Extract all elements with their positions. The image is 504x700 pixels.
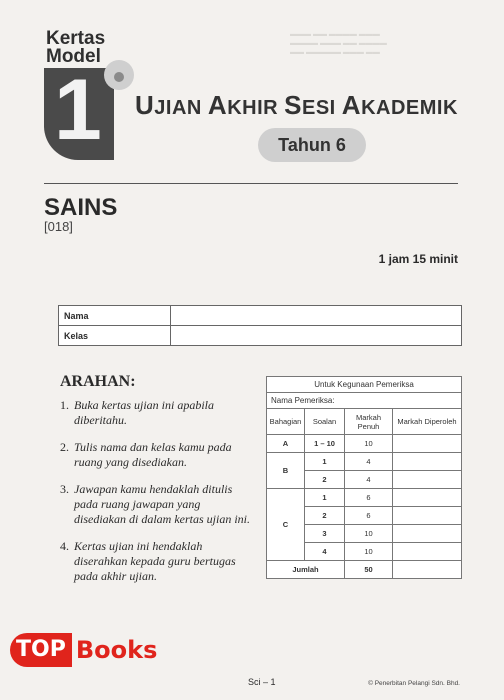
kertas-model-label: Kertas Model bbox=[46, 28, 106, 67]
question-cell: 3 bbox=[305, 525, 345, 543]
obtained-mark-cell[interactable] bbox=[393, 435, 462, 453]
paper-number-badge: 1 bbox=[44, 68, 114, 160]
subject-name: SAINS bbox=[44, 194, 118, 221]
column-header: Markah Diperoleh bbox=[393, 409, 462, 435]
total-label: Jumlah bbox=[267, 561, 345, 579]
question-cell: 4 bbox=[305, 543, 345, 561]
instruction-item: 1. Buka kertas ujian ini apabila diberitahu. bbox=[60, 398, 214, 427]
name-field[interactable] bbox=[171, 306, 462, 326]
obtained-mark-cell[interactable] bbox=[393, 543, 462, 561]
full-mark-cell: 4 bbox=[345, 453, 393, 471]
class-field[interactable] bbox=[171, 326, 462, 346]
table-row bbox=[267, 435, 462, 453]
column-header: Markah Penuh bbox=[345, 409, 393, 435]
student-field-label: Nama bbox=[59, 306, 171, 326]
table-row bbox=[267, 453, 462, 471]
full-mark-cell: 4 bbox=[345, 471, 393, 489]
total-value: 50 bbox=[345, 561, 393, 579]
exam-duration: 1 jam 15 minit bbox=[378, 252, 458, 266]
examiner-name-label: Nama Pemeriksa: bbox=[267, 393, 462, 409]
instruction-item: 2. Tulis nama dan kelas kamu pada ruang yang disediakan. bbox=[60, 440, 232, 469]
question-cell: 1 bbox=[305, 453, 345, 471]
question-cell: 1 – 10 bbox=[305, 435, 345, 453]
obtained-mark-cell[interactable] bbox=[393, 471, 462, 489]
question-cell: 1 bbox=[305, 489, 345, 507]
examiner-table-title: Untuk Kegunaan Pemeriksa bbox=[267, 377, 462, 393]
table-row bbox=[267, 489, 462, 507]
total-obtained-cell[interactable] bbox=[393, 561, 462, 579]
student-field-row bbox=[59, 326, 462, 346]
full-mark-cell: 10 bbox=[345, 543, 393, 561]
full-mark-cell: 10 bbox=[345, 525, 393, 543]
obtained-mark-cell[interactable] bbox=[393, 507, 462, 525]
full-mark-cell: 6 bbox=[345, 489, 393, 507]
question-cell: 2 bbox=[305, 507, 345, 525]
instruction-item: 4. Kertas ujian ini hendaklah diserahkan kepada guru bertugas pada akhir ujian. bbox=[60, 539, 236, 583]
column-header: Bahagian bbox=[267, 409, 305, 435]
year-badge: Tahun 6 bbox=[258, 128, 366, 162]
exam-title: UJIAN AKHIR SESI AKADEMIK bbox=[135, 90, 458, 120]
full-mark-cell: 10 bbox=[345, 435, 393, 453]
subject-code: [018] bbox=[44, 219, 73, 234]
page-number: Sci – 1 bbox=[248, 677, 276, 687]
section-cell: A bbox=[267, 435, 305, 453]
question-cell: 2 bbox=[305, 471, 345, 489]
instructions-list bbox=[60, 398, 250, 596]
instruction-item: 3. Jawapan kamu hendaklah ditulis pada ruang jawapan yang disediakan di dalam kertas ujian ini. bbox=[60, 482, 250, 526]
header-divider bbox=[44, 183, 458, 184]
section-cell: C bbox=[267, 489, 305, 561]
obtained-mark-cell[interactable] bbox=[393, 489, 462, 507]
show-through-text: ▬▬▬ ▬▬ ▬▬▬▬ ▬▬▬ ▬▬▬▬ ▬▬▬ ▬▬ ▬▬▬▬ ▬▬ ▬▬▬▬▬ ▬▬▬ ▬▬ bbox=[290, 31, 387, 56]
full-mark-cell: 6 bbox=[345, 507, 393, 525]
decor-circle-small bbox=[114, 72, 124, 82]
student-field-label: Kelas bbox=[59, 326, 171, 346]
publisher-credit: © Penerbitan Pelangi Sdn. Bhd. bbox=[368, 680, 460, 687]
obtained-mark-cell[interactable] bbox=[393, 525, 462, 543]
column-header: Soalan bbox=[305, 409, 345, 435]
obtained-mark-cell[interactable] bbox=[393, 453, 462, 471]
student-info-table bbox=[58, 305, 462, 346]
examiner-table bbox=[266, 376, 462, 579]
student-field-row bbox=[59, 306, 462, 326]
instructions-heading: ARAHAN: bbox=[60, 373, 136, 390]
topbooks-logo: TOP Books bbox=[10, 632, 157, 668]
total-row bbox=[267, 561, 462, 579]
section-cell: B bbox=[267, 453, 305, 489]
